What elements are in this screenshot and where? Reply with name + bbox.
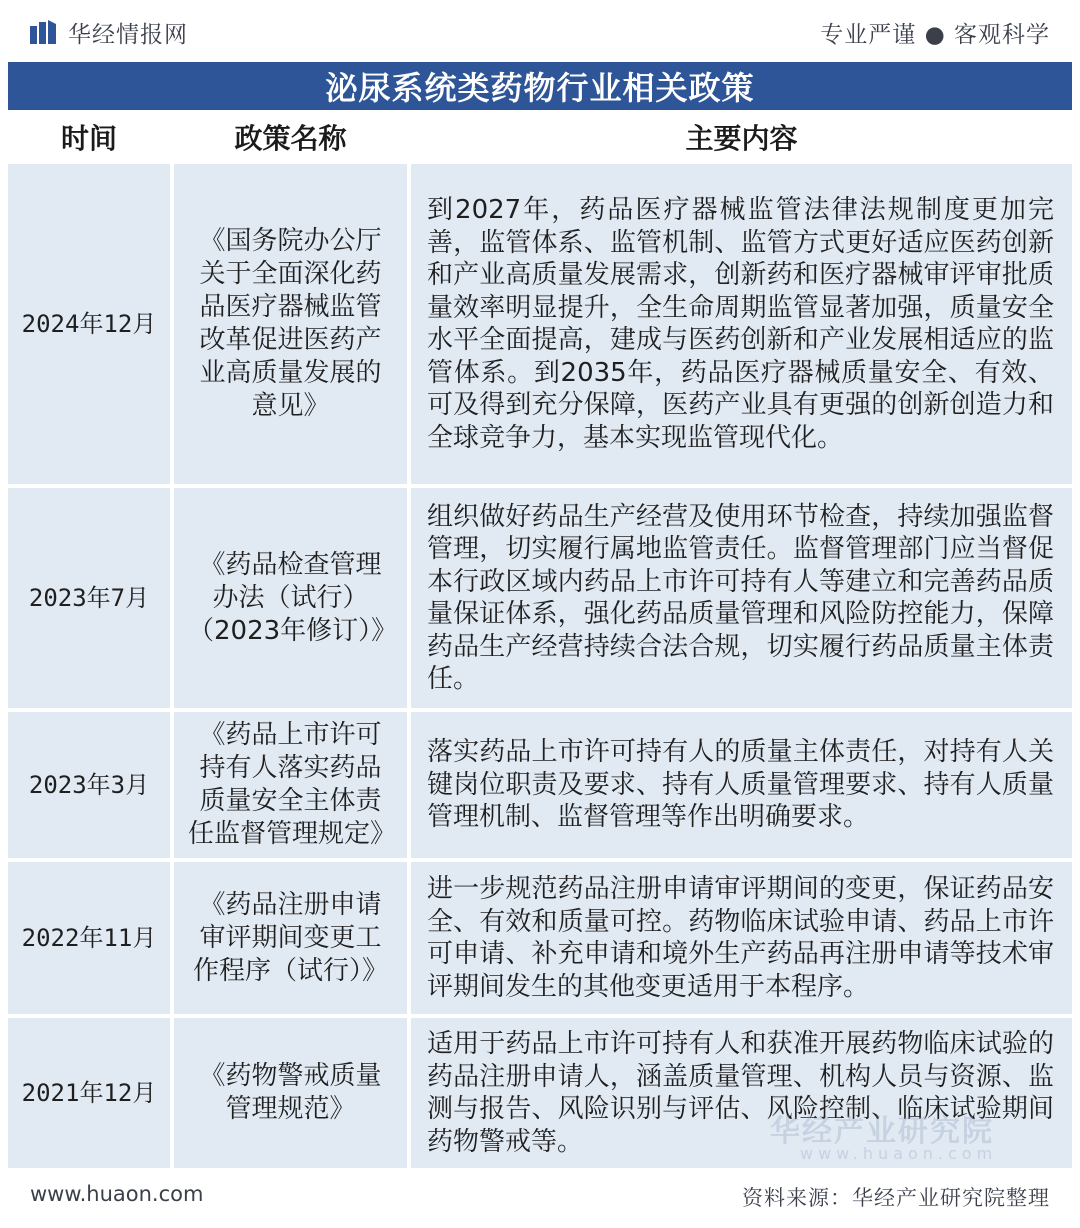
row-time: 2024年12月: [8, 164, 170, 484]
row-content: 落实药品上市许可持有人的质量主体责任，对持有人关键岗位职责及要求、持有人质量管理要求、持有人质量管理机制、监督管理等作出明确要求。: [411, 712, 1072, 858]
row-time: 2021年12月: [8, 1018, 170, 1168]
brand-name: 华经情报网: [68, 22, 188, 48]
logo-icon: [30, 20, 56, 44]
row-time: 2022年11月: [8, 862, 170, 1014]
row-policy-name: 《药物警戒质量管理规范》: [174, 1018, 407, 1168]
table-row: [8, 164, 1072, 484]
watermark-text: 华经产业研究院: [770, 1114, 994, 1149]
column-header-time: 时间: [60, 122, 117, 155]
row-policy-name: 《国务院办公厅关于全面深化药品医疗器械监管改革促进医药产业高质量发展的意见》: [174, 164, 407, 484]
row-content: 适用于药品上市许可持有人和获准开展药物临床试验的药品注册申请人，涵盖质量管理、机构人员与资源、监测与报告、风险识别与评估、风险控制、临床试验期间药物警戒等。: [411, 1018, 1072, 1168]
row-time: 2023年7月: [8, 488, 170, 708]
row-content: 组织做好药品生产经营及使用环节检查，持续加强监督管理，切实履行属地监管责任。监督管理部门应当督促本行政区域内药品上市许可持有人等建立和完善药品质量保证体系，强化药品质量管理和风险防控能力，保障药品生产经营持续合法合规，切实履行药品质量主体责任。: [411, 488, 1072, 708]
column-header-policy-name: 政策名称: [234, 122, 347, 155]
website-link[interactable]: www.huaon.com: [30, 1182, 204, 1206]
row-content: 到2027年，药品医疗器械监管法律法规制度更加完善，监管体系、监管机制、监管方式更好适应医药创新和产业高质量发展需求，创新药和医疗器械审评审批质量效率明显提升，全生命周期监管显著加强，质量安全水平全面提高，建成与医药创新和产业发展相适应的监管体系。到2035年，药品医疗器械质量安全、有效、可及得到充分保障，医药产业具有更强的创新创造力和全球竞争力，基本实现监管现代化。: [411, 164, 1072, 484]
row-policy-name: 《药品检查管理办法（试行）（2023年修订）》: [174, 488, 407, 708]
table-row: [8, 712, 1072, 858]
top-bar: [0, 0, 1080, 64]
slogan: 专业严谨 ● 客观科学: [820, 22, 1050, 48]
table-row: [8, 488, 1072, 708]
row-time: 2023年3月: [8, 712, 170, 858]
row-policy-name: 《药品注册申请审评期间变更工作程序（试行）》: [174, 862, 407, 1014]
table-row: [8, 862, 1072, 1014]
source-note: 资料来源：华经产业研究院整理: [742, 1186, 1050, 1210]
row-policy-name: 《药品上市许可持有人落实药品质量安全主体责任监督管理规定》: [174, 712, 407, 858]
column-header-content: 主要内容: [685, 122, 798, 155]
row-content: 进一步规范药品注册申请审评期间的变更，保证药品安全、有效和质量可控。药物临床试验申请、药品上市许可申请、补充申请和境外生产药品再注册申请等技术审评期间发生的其他变更适用于本程序。: [411, 862, 1072, 1014]
watermark-url: www.huaon.com: [800, 1144, 998, 1163]
page-title: 泌尿系统类药物行业相关政策: [8, 62, 1072, 110]
